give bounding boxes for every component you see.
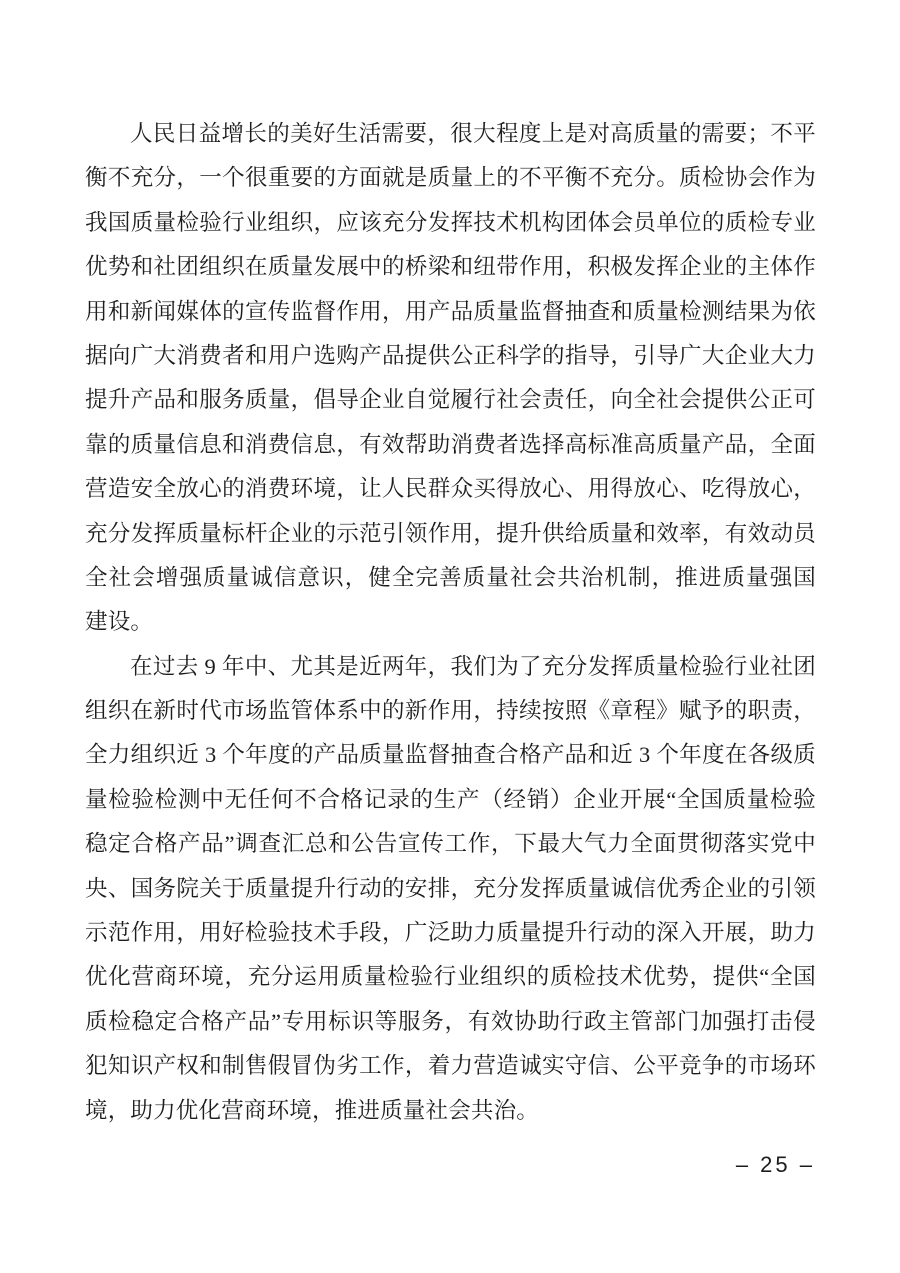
- text-line: 质检稳定合格产品”专用标识等服务，有效协助行政主管部门加强打击侵: [85, 1008, 816, 1034]
- text-line: 靠的质量信息和消费信息，有效帮助消费者选择高标准高质量产品，全面: [85, 431, 816, 457]
- text-line: 稳定合格产品”调查汇总和公告宣传工作，下最大气力全面贯彻落实党中: [85, 831, 816, 857]
- text-line: 充分发挥质量标杆企业的示范引领作用，提升供给质量和效率，有效动员: [85, 520, 816, 546]
- text-line: 组织在新时代市场监管体系中的新作用，持续按照《章程》赋予的职责，: [85, 698, 816, 724]
- text-line: 优化营商环境，充分运用质量检验行业组织的质检技术优势，提供“全国: [85, 964, 816, 990]
- text-line: 衡不充分，一个很重要的方面就是质量上的不平衡不充分。质检协会作为: [85, 165, 816, 191]
- document-body: [85, 112, 816, 1133]
- text-line: 我国质量检验行业组织，应该充分发挥技术机构团体会员单位的质检专业: [85, 209, 816, 235]
- text-line: 用和新闻媒体的宣传监督作用，用产品质量监督抽查和质量检测结果为依: [85, 298, 816, 324]
- text-line: 央、国务院关于质量提升行动的安排，充分发挥质量诚信优秀企业的引领: [85, 875, 816, 901]
- text-line: 全力组织近 3 个年度的产品质量监督抽查合格产品和近 3 个年度在各级质: [85, 742, 816, 768]
- text-line: 建设。: [85, 609, 154, 635]
- text-line: 量检验检测中无任何不合格记录的生产（经销）企业开展“全国质量检验: [85, 786, 816, 812]
- text-line: 全社会增强质量诚信意识，健全完善质量社会共治机制，推进质量强国: [85, 564, 816, 590]
- text-line: 犯知识产权和制售假冒伪劣工作，着力营造诚实守信、公平竞争的市场环: [85, 1053, 816, 1079]
- text-line: 境，助力优化营商环境，推进质量社会共治。: [85, 1097, 540, 1123]
- text-line: 在过去 9 年中、尤其是近两年，我们为了充分发挥质量检验行业社团: [130, 653, 816, 679]
- text-line: 营造安全放心的消费环境，让人民群众买得放心、用得放心、吃得放心，: [85, 476, 816, 502]
- text-line: 人民日益增长的美好生活需要，很大程度上是对高质量的需要；不平: [130, 121, 816, 146]
- text-line: 优势和社团组织在质量发展中的桥梁和纽带作用，积极发挥企业的主体作: [85, 254, 816, 280]
- text-line: 据向广大消费者和用户选购产品提供公正科学的指导，引导广大企业大力: [85, 342, 816, 368]
- page-number: – 25 –: [735, 1152, 815, 1177]
- text-line: 提升产品和服务质量，倡导企业自觉履行社会责任，向全社会提供公正可: [85, 387, 816, 413]
- text-line: 示范作用，用好检验技术手段，广泛助力质量提升行动的深入开展，助力: [85, 920, 816, 946]
